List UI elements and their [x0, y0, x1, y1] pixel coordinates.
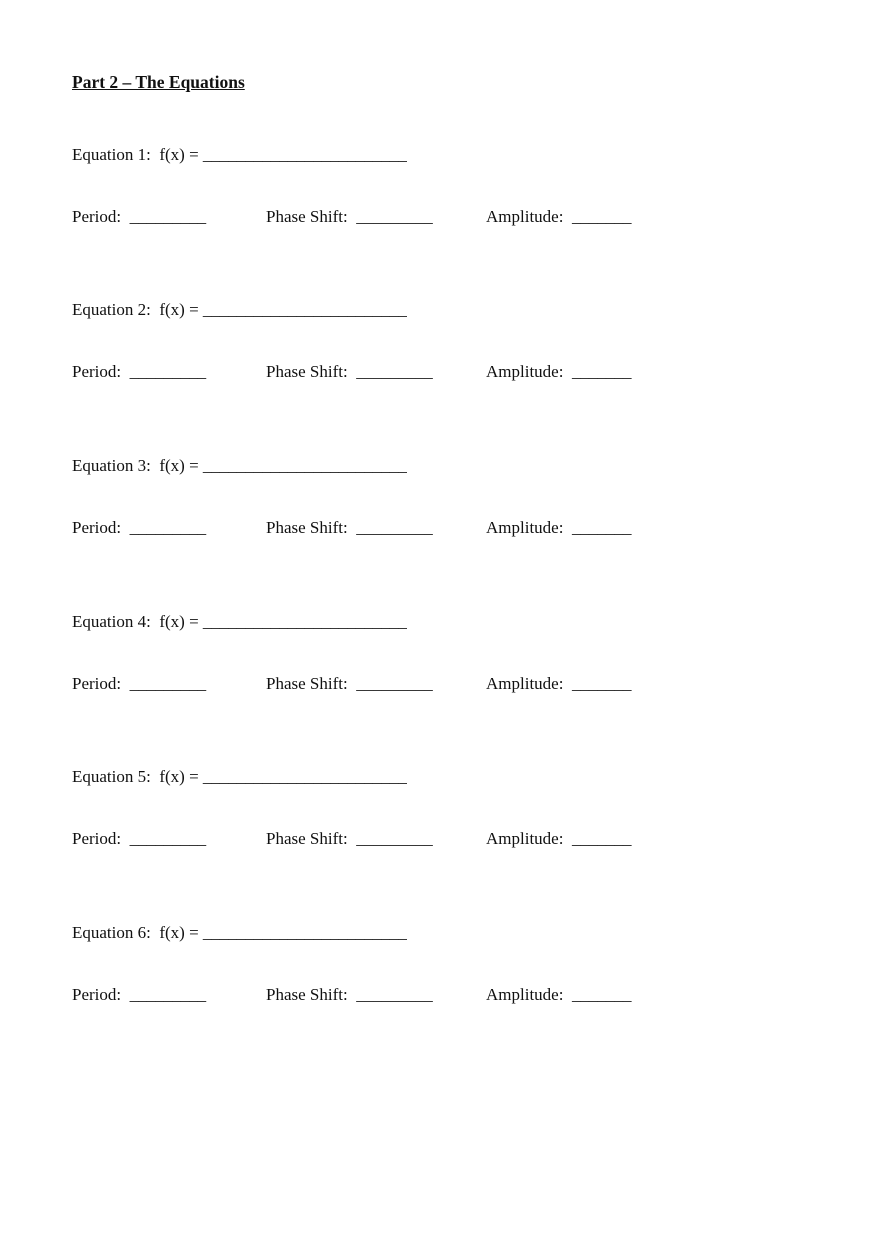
equation-block-1 [72, 145, 792, 265]
equation-4-properties [72, 674, 792, 698]
equation-1-amplitude-field[interactable]: Amplitude: _______ [486, 207, 632, 226]
page-title: Part 2 – The Equations [72, 72, 245, 92]
equation-5-phase-shift-field[interactable]: Phase Shift: _________ [266, 829, 433, 848]
equation-block-3 [72, 456, 792, 576]
equation-1-properties [72, 207, 792, 231]
equation-block-6 [72, 923, 792, 1043]
equation-4-amplitude-field[interactable]: Amplitude: _______ [486, 674, 632, 693]
equation-4-line[interactable]: Equation 4: f(x) = ________________________ [72, 612, 407, 631]
equation-2-properties [72, 362, 792, 386]
equation-3-period-field[interactable]: Period: _________ [72, 518, 207, 537]
equation-3-properties [72, 518, 792, 542]
equation-6-amplitude-field[interactable]: Amplitude: _______ [486, 985, 632, 1004]
equation-block-5 [72, 767, 792, 887]
equation-2-line[interactable]: Equation 2: f(x) = ________________________ [72, 300, 407, 319]
equation-2-period-field[interactable]: Period: _________ [72, 362, 207, 381]
equation-5-properties [72, 829, 792, 853]
equation-4-phase-shift-field[interactable]: Phase Shift: _________ [266, 674, 433, 693]
equation-4-period-field[interactable]: Period: _________ [72, 674, 207, 693]
equation-5-amplitude-field[interactable]: Amplitude: _______ [486, 829, 632, 848]
equation-5-line[interactable]: Equation 5: f(x) = ________________________ [72, 767, 407, 786]
equation-1-phase-shift-field[interactable]: Phase Shift: _________ [266, 207, 433, 226]
equation-2-amplitude-field[interactable]: Amplitude: _______ [486, 362, 632, 381]
equation-3-line[interactable]: Equation 3: f(x) = ________________________ [72, 456, 407, 475]
equation-block-2 [72, 300, 792, 420]
equation-6-properties [72, 985, 792, 1009]
equation-block-4 [72, 612, 792, 732]
equation-6-phase-shift-field[interactable]: Phase Shift: _________ [266, 985, 433, 1004]
equation-1-line[interactable]: Equation 1: f(x) = ________________________ [72, 145, 407, 164]
equation-1-period-field[interactable]: Period: _________ [72, 207, 207, 226]
equation-2-phase-shift-field[interactable]: Phase Shift: _________ [266, 362, 433, 381]
equation-6-line[interactable]: Equation 6: f(x) = ________________________ [72, 923, 407, 942]
equation-3-phase-shift-field[interactable]: Phase Shift: _________ [266, 518, 433, 537]
equation-3-amplitude-field[interactable]: Amplitude: _______ [486, 518, 632, 537]
equation-6-period-field[interactable]: Period: _________ [72, 985, 207, 1004]
equation-5-period-field[interactable]: Period: _________ [72, 829, 207, 848]
